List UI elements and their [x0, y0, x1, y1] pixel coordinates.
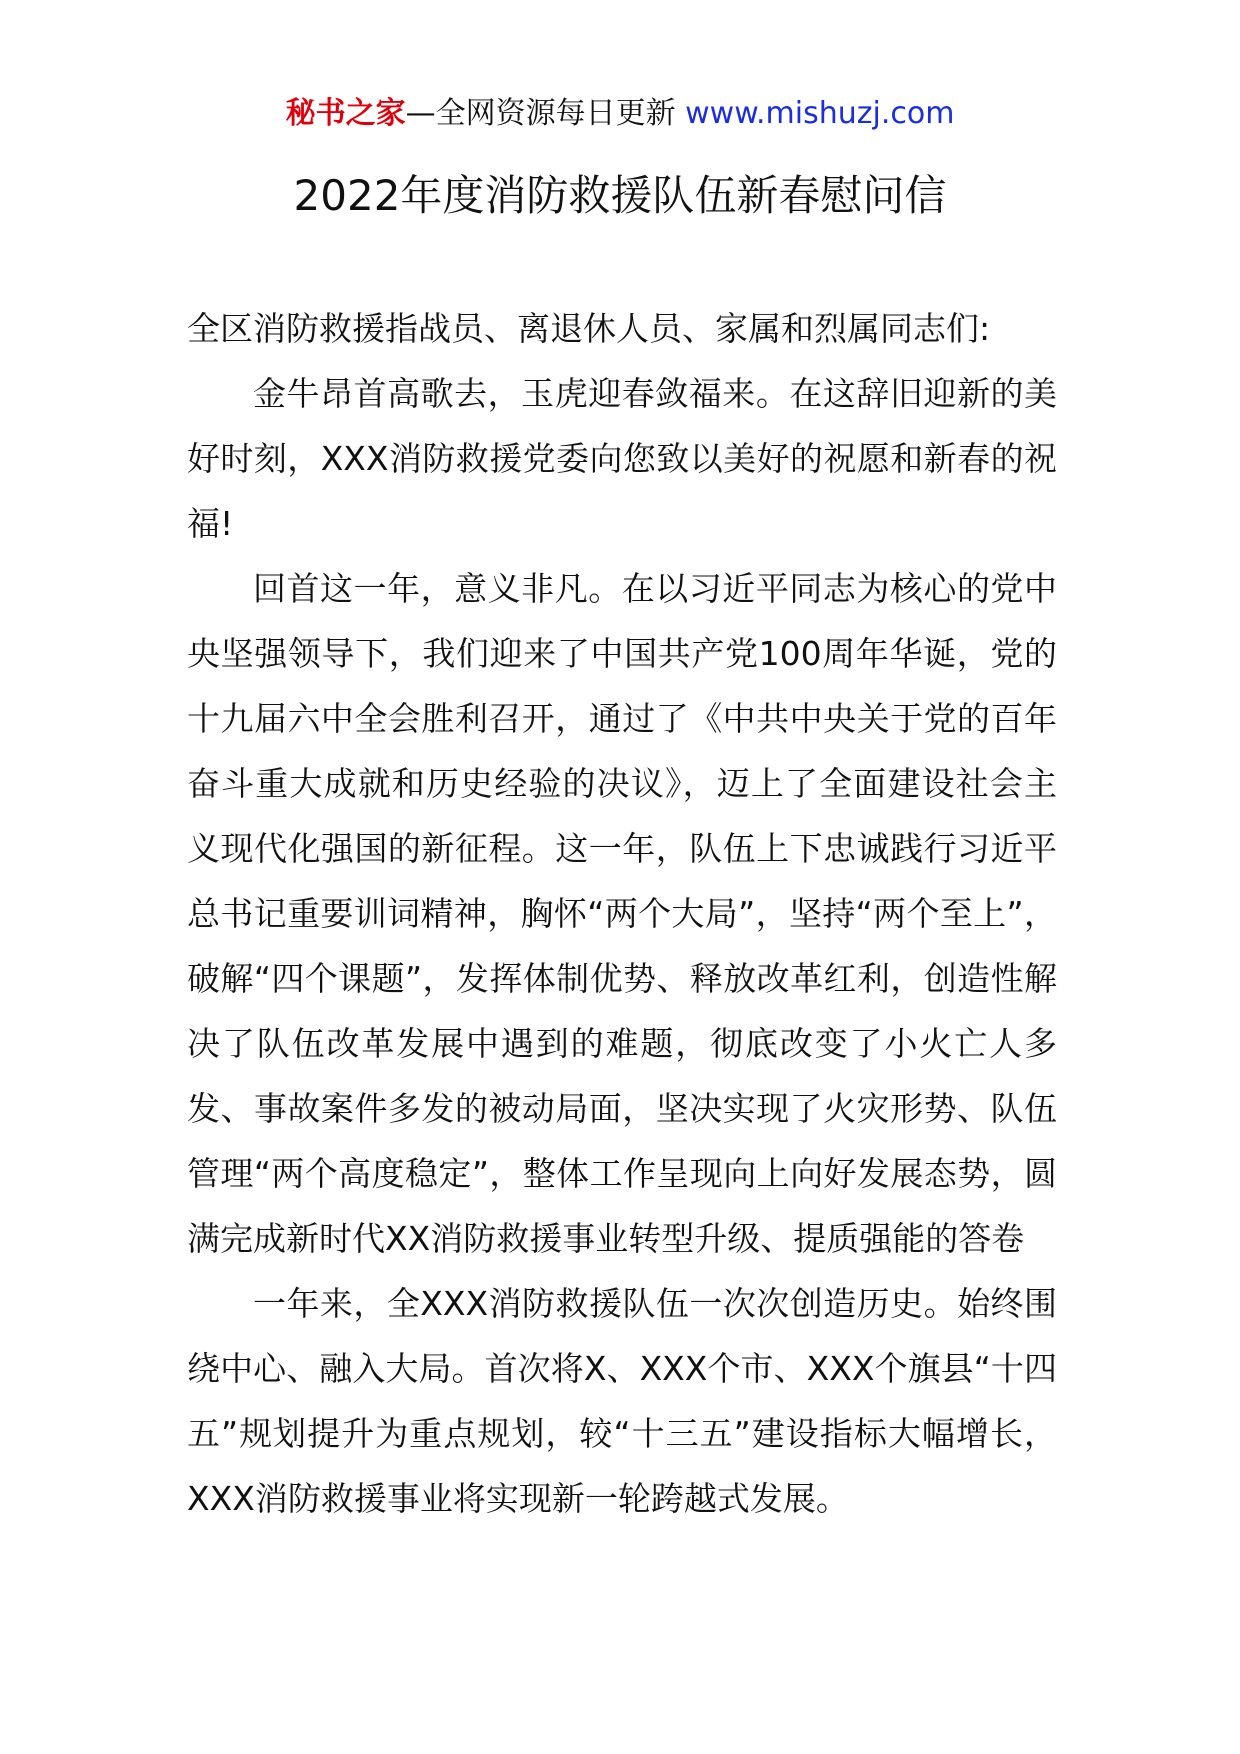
paragraph-3: 一年来，全XXX消防救援队伍一次次创造历史。始终围绕中心、融入大局。首次将X、XXX个市、XXX个旗县“十四五”规划提升为重点规划，较“十三五”建设指标大幅增长，XXX消防救援事业将实现新一轮跨越式发展。 [187, 1284, 1057, 1518]
site-url[interactable]: www.mishuzj.com [685, 96, 955, 131]
site-header [0, 94, 1240, 134]
paragraph-1: 金牛昂首高歌去，玉虎迎春敛福来。在这辞旧迎新的美好时刻，XXX消防救援党委向您致以美好的祝愿和新春的祝福! [187, 374, 1057, 543]
document-body [187, 296, 1057, 1531]
brand-name: 秘书之家 [285, 96, 406, 131]
salutation: 全区消防救援指战员、离退休人员、家属和烈属同志们: [187, 309, 991, 348]
paragraph-2: 回首这一年，意义非凡。在以习近平同志为核心的党中央坚强领导下，我们迎来了中国共产党100周年华诞，党的十九届六中全会胜利召开，通过了《中共中央关于党的百年奋斗重大成就和历史经验的决议》，迈上了全面建设社会主义现代化强国的新征程。这一年，队伍上下忠诚践行习近平总书记重要训词精神，胸怀“两个大局”，坚持“两个至上”，破解“四个课题”，发挥体制优势、释放改革红利，创造性解决了队伍改革发展中遇到的难题，彻底改变了小火亡人多发、事故案件多发的被动局面，坚决实现了火灾形势、队伍管理“两个高度稳定”，整体工作呈现向上向好发展态势，圆满完成新时代XX消防救援事业转型升级、提质强能的答卷 [187, 569, 1057, 1258]
document-title: 2022年度消防救援队伍新春慰问信 [293, 171, 947, 220]
header-tagline: —全网资源每日更新 [405, 96, 676, 131]
